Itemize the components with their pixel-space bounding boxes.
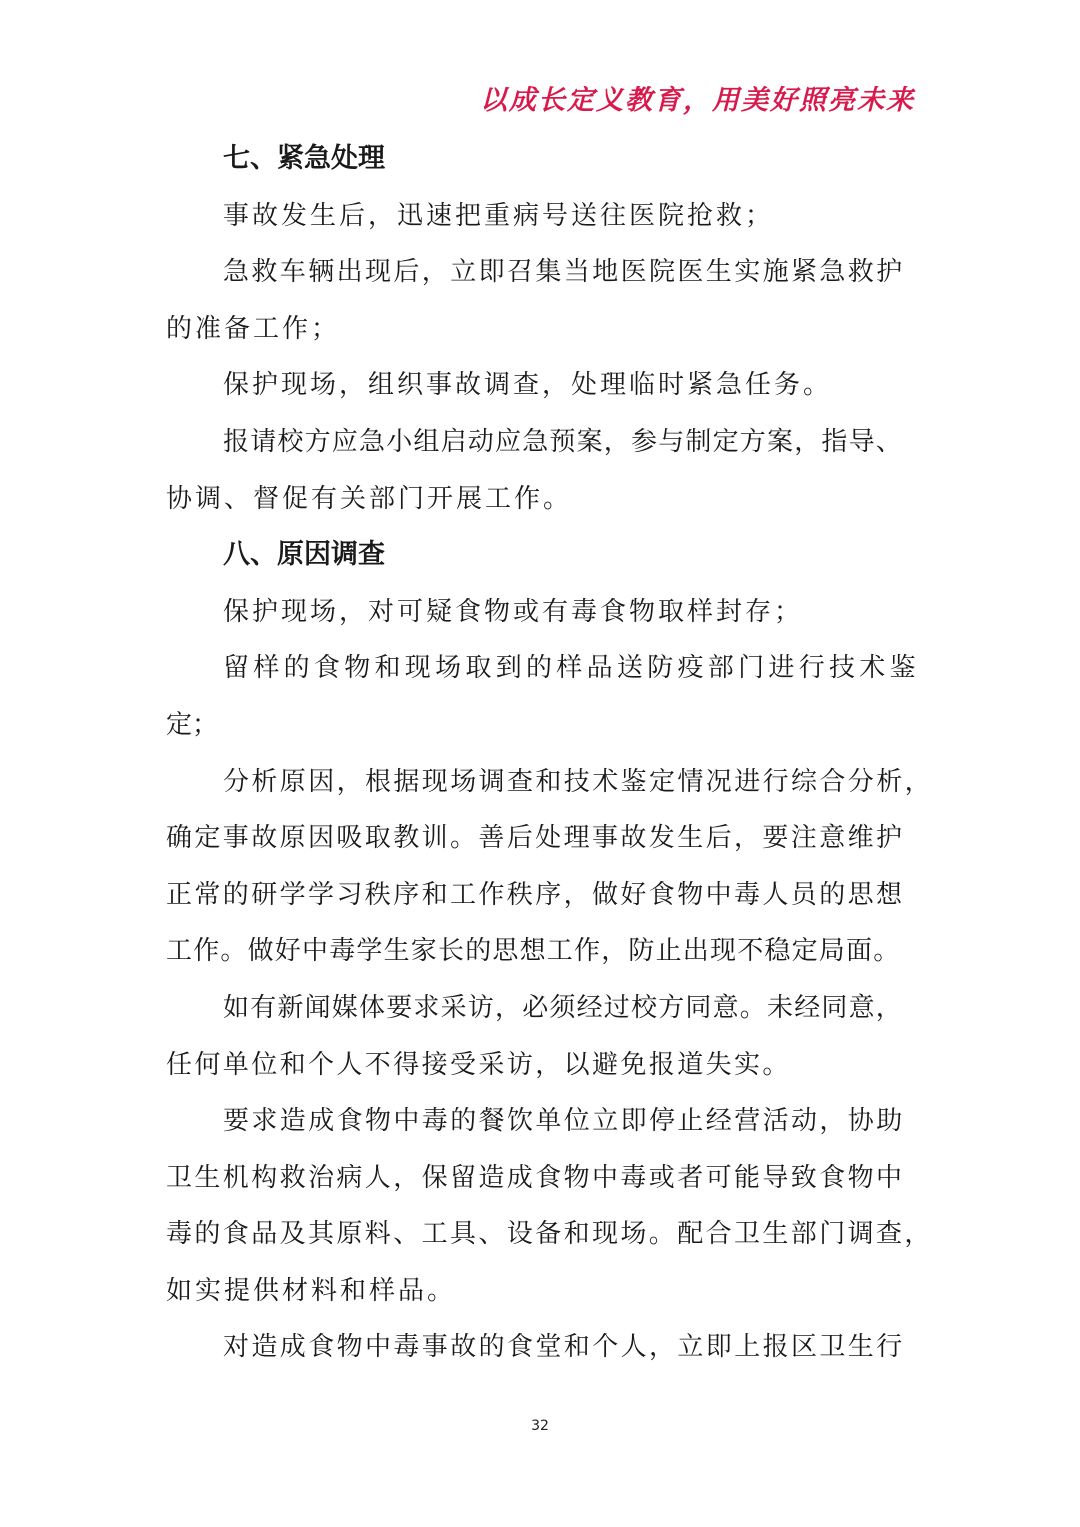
paragraph-line: 毒的食品及其原料、工具、设备和现场。配合卫生部门调查， bbox=[166, 1219, 933, 1250]
paragraph-line: 定； bbox=[166, 709, 219, 740]
paragraph-line: 报请校方应急小组启动应急预案，参与制定方案，指导、 bbox=[223, 426, 904, 457]
paragraph-line: 事故发生后，迅速把重病号送往医院抢救； bbox=[223, 200, 775, 231]
paragraph-line: 任何单位和个人不得接受采访，以避免报道失实。 bbox=[166, 1049, 791, 1080]
paragraph-line: 工作。做好中毒学生家长的思想工作，防止出现不稳定局面。 bbox=[166, 936, 901, 967]
paragraph-line: 如有新闻媒体要求采访，必须经过校方同意。未经同意， bbox=[223, 992, 904, 1023]
document-body bbox=[166, 131, 934, 1376]
paragraph-line: 急救车辆出现后，立即召集当地医院医生实施紧急救护 bbox=[223, 257, 905, 288]
paragraph-line: 如实提供材料和样品。 bbox=[166, 1275, 457, 1306]
paragraph-line: 保护现场，对可疑食物或有毒食物取样封存； bbox=[223, 596, 804, 627]
paragraph-line: 正常的研学学习秩序和工作秩序，做好食物中毒人员的思想 bbox=[166, 879, 905, 910]
paragraph-line: 保护现场，组织事故调查，处理临时紧急任务。 bbox=[223, 370, 833, 401]
paragraph-line: 协调、督促有关部门开展工作。 bbox=[166, 483, 573, 514]
header-slogan: 以成长定义教育，用美好照亮未来 bbox=[480, 85, 915, 116]
page-number: 32 bbox=[531, 1418, 549, 1434]
paragraph-line: 留样的食物和现场取到的样品送防疫部门进行技术鉴 bbox=[223, 653, 920, 684]
section-heading-investigation: 八、原因调查 bbox=[223, 539, 385, 571]
paragraph-line: 要求造成食物中毒的餐饮单位立即停止经营活动，协助 bbox=[223, 1106, 905, 1137]
paragraph-line: 对造成食物中毒事故的食堂和个人，立即上报区卫生行 bbox=[223, 1332, 905, 1363]
section-heading-emergency: 七、紧急处理 bbox=[223, 143, 385, 174]
paragraph-line: 的准备工作； bbox=[166, 313, 341, 344]
paragraph-line: 确定事故原因吸取教训。善后处理事故发生后，要注意维护 bbox=[166, 823, 905, 854]
paragraph-line: 分析原因，根据现场调查和技术鉴定情况进行综合分析， bbox=[223, 766, 934, 797]
paragraph-line: 卫生机构救治病人，保留造成食物中毒或者可能导致食物中 bbox=[166, 1162, 905, 1193]
